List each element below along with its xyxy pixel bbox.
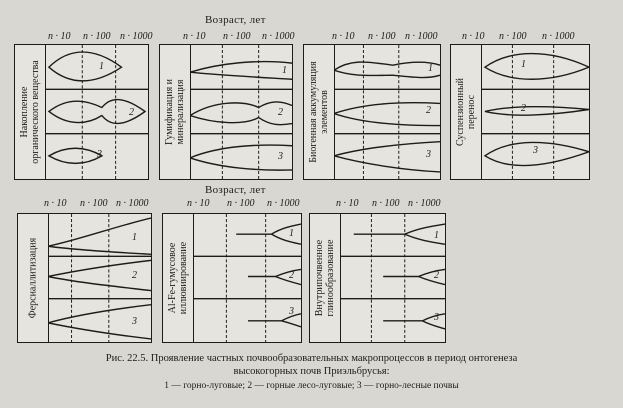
- figure-caption: [0, 352, 623, 378]
- panel-humification: [159, 44, 293, 180]
- panel-title: Ферсиаллитизация: [18, 214, 49, 342]
- panel-biogenic: [303, 44, 441, 180]
- tick-label: n · 1000: [116, 198, 149, 209]
- row-label: 2: [278, 107, 283, 118]
- tick-label: n · 100: [372, 198, 400, 209]
- figure-legend: 1 — горно-луговые; 2 — горные лесо-луговые; 3 — горно-лесные почвы: [164, 381, 459, 391]
- caption-line: высокогорных почв Приэльбрусья:: [233, 366, 390, 377]
- tick-label: n · 100: [368, 31, 396, 42]
- panel-plot: [48, 214, 151, 342]
- tick-label: n · 1000: [262, 31, 295, 42]
- row-label: 1: [521, 59, 526, 70]
- tick-label: n · 10: [336, 198, 359, 209]
- panel-clay-formation: [309, 213, 446, 343]
- row-label: 3: [434, 312, 439, 323]
- row-label: 2: [426, 105, 431, 116]
- panel-suspension: [450, 44, 590, 180]
- row-label: 3: [278, 151, 283, 162]
- row-label: 1: [434, 230, 439, 241]
- tick-label: n · 1000: [267, 198, 300, 209]
- panel-plot: [340, 214, 445, 342]
- panel-al-fe-humus: [162, 213, 302, 343]
- tick-label: n · 100: [227, 198, 255, 209]
- bottom-age-label: Возраст, лет: [205, 184, 266, 196]
- panel-fersiallitization: [17, 213, 152, 343]
- row-label: 1: [282, 65, 287, 76]
- row-label: 3: [289, 306, 294, 317]
- tick-label: n · 1000: [408, 198, 441, 209]
- panel-title: Гумификация и минерализация: [160, 45, 191, 179]
- row-label: 2: [289, 270, 294, 281]
- tick-label: n · 10: [332, 31, 355, 42]
- panel-title: Al-Fe-гумусовое иллювиирование: [163, 214, 194, 342]
- panel-plot: [190, 45, 292, 179]
- tick-label: n · 1000: [405, 31, 438, 42]
- tick-label: n · 1000: [120, 31, 153, 42]
- tick-label: n · 100: [83, 31, 111, 42]
- tick-label: n · 1000: [542, 31, 575, 42]
- row-label: 1: [99, 61, 104, 72]
- row-label: 3: [132, 316, 137, 327]
- row-label: 3: [97, 149, 102, 160]
- row-label: 2: [129, 107, 134, 118]
- tick-label: n · 10: [48, 31, 71, 42]
- row-label: 2: [434, 270, 439, 281]
- tick-label: n · 10: [44, 198, 67, 209]
- top-age-label: Возраст, лет: [205, 14, 266, 26]
- row-label: 2: [521, 103, 526, 114]
- panel-organic-matter: [14, 44, 149, 180]
- tick-label: n · 10: [187, 198, 210, 209]
- tick-label: n · 10: [462, 31, 485, 42]
- panel-plot: [481, 45, 589, 179]
- tick-label: n · 100: [80, 198, 108, 209]
- panel-plot: [334, 45, 440, 179]
- row-label: 3: [533, 145, 538, 156]
- tick-label: n · 100: [499, 31, 527, 42]
- caption-line: Рис. 22.5. Проявление частных почвообразовательных макропроцессов в период онтогенеза: [105, 353, 518, 364]
- panel-title: Накопление органического вещества: [15, 45, 46, 179]
- panel-plot: [45, 45, 148, 179]
- row-label: 1: [428, 63, 433, 74]
- panel-title: Суспензионный перенос: [451, 45, 482, 179]
- row-label: 1: [289, 228, 294, 239]
- row-label: 1: [132, 232, 137, 243]
- panel-title: Внутрипочвенное глинообразование: [310, 214, 341, 342]
- panel-title: Биогенная аккумуляция элементов: [304, 45, 335, 179]
- row-label: 3: [426, 149, 431, 160]
- tick-label: n · 100: [223, 31, 251, 42]
- row-label: 2: [132, 270, 137, 281]
- panel-plot: [193, 214, 301, 342]
- tick-label: n · 10: [183, 31, 206, 42]
